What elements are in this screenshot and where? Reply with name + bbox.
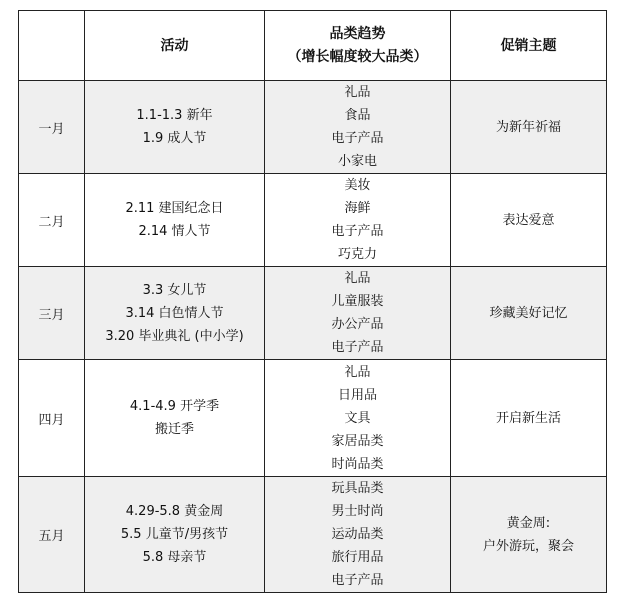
category-item: 巧克力 (337, 247, 377, 262)
table-row (19, 477, 607, 593)
category-item: 办公产品 (331, 317, 384, 332)
category-item: 电子产品 (331, 224, 384, 239)
category-item: 儿童服装 (331, 294, 384, 309)
table-row (19, 81, 607, 174)
category-item: 男士时尚 (331, 504, 384, 519)
category-item: 食品 (344, 108, 371, 123)
activity-item: 1.9 成人节 (142, 131, 207, 146)
header-categories (265, 11, 451, 81)
month-cell: 二月 (19, 174, 85, 267)
category-item: 时尚品类 (331, 456, 384, 472)
theme-cell (451, 267, 607, 360)
activities-cell (85, 477, 265, 593)
activity-item: 2.11 建国纪念日 (125, 201, 224, 216)
activity-item: 3.20 毕业典礼 (中小学) (105, 328, 244, 344)
category-item: 美妆 (344, 178, 371, 193)
category-item: 文具 (344, 410, 371, 426)
category-item: 日用品 (337, 387, 377, 403)
table-row (19, 174, 607, 267)
category-item: 家居品类 (331, 433, 384, 449)
theme-cell (451, 477, 607, 593)
activity-item: 2.14 情人节 (138, 224, 211, 239)
categories-cell (265, 267, 451, 360)
header-month (19, 11, 85, 81)
categories-cell (265, 81, 451, 174)
activity-item: 5.8 母亲节 (142, 550, 207, 565)
header-activities: 活动 (85, 11, 265, 81)
activity-item: 3.3 女儿节 (142, 282, 207, 298)
activities-cell (85, 81, 265, 174)
activities-cell (85, 267, 265, 360)
theme-text: 表达爱意 (502, 212, 555, 228)
table-row (19, 360, 607, 477)
category-item: 电子产品 (331, 573, 384, 588)
header-row (19, 11, 607, 81)
category-item: 小家电 (337, 154, 377, 169)
theme-cell (451, 360, 607, 477)
theme-text: 开启新生活 (495, 410, 561, 426)
activity-item: 搬迁季 (154, 422, 194, 437)
categories-cell (265, 477, 451, 593)
category-item: 电子产品 (331, 131, 384, 146)
activities-cell (85, 360, 265, 477)
category-item: 礼品 (344, 271, 371, 286)
theme-text: 珍藏美好记忆 (489, 305, 568, 321)
activity-item: 4.29-5.8 黄金周 (125, 504, 224, 519)
categories-cell (265, 360, 451, 477)
activity-item: 4.1-4.9 开学季 (129, 399, 220, 414)
categories-cell (265, 174, 451, 267)
activity-item: 5.5 儿童节/男孩节 (120, 527, 229, 542)
theme-cell (451, 81, 607, 174)
theme-text: 户外游玩，聚会 (482, 538, 574, 554)
category-item: 海鲜 (344, 201, 371, 216)
category-item: 礼品 (344, 85, 371, 100)
category-item: 玩具品类 (331, 481, 384, 496)
theme-text: 为新年祈福 (495, 119, 561, 135)
promotion-calendar-table (18, 10, 607, 593)
activities-cell (85, 174, 265, 267)
activity-item: 1.1-1.3 新年 (136, 108, 213, 123)
activity-item: 3.14 白色情人节 (125, 305, 224, 321)
month-cell: 四月 (19, 360, 85, 477)
header-categories-title: 品类趋势 (329, 25, 386, 42)
category-item: 旅行用品 (331, 550, 384, 565)
category-item: 电子产品 (331, 340, 384, 355)
category-item: 运动品类 (331, 527, 384, 542)
month-cell: 一月 (19, 81, 85, 174)
header-categories-subtitle: （增长幅度较大品类） (287, 48, 428, 65)
month-cell: 三月 (19, 267, 85, 360)
table-row (19, 267, 607, 360)
month-cell: 五月 (19, 477, 85, 593)
theme-cell (451, 174, 607, 267)
header-theme: 促销主题 (451, 11, 607, 81)
category-item: 礼品 (344, 364, 371, 380)
theme-text: 黄金周: (506, 515, 551, 531)
